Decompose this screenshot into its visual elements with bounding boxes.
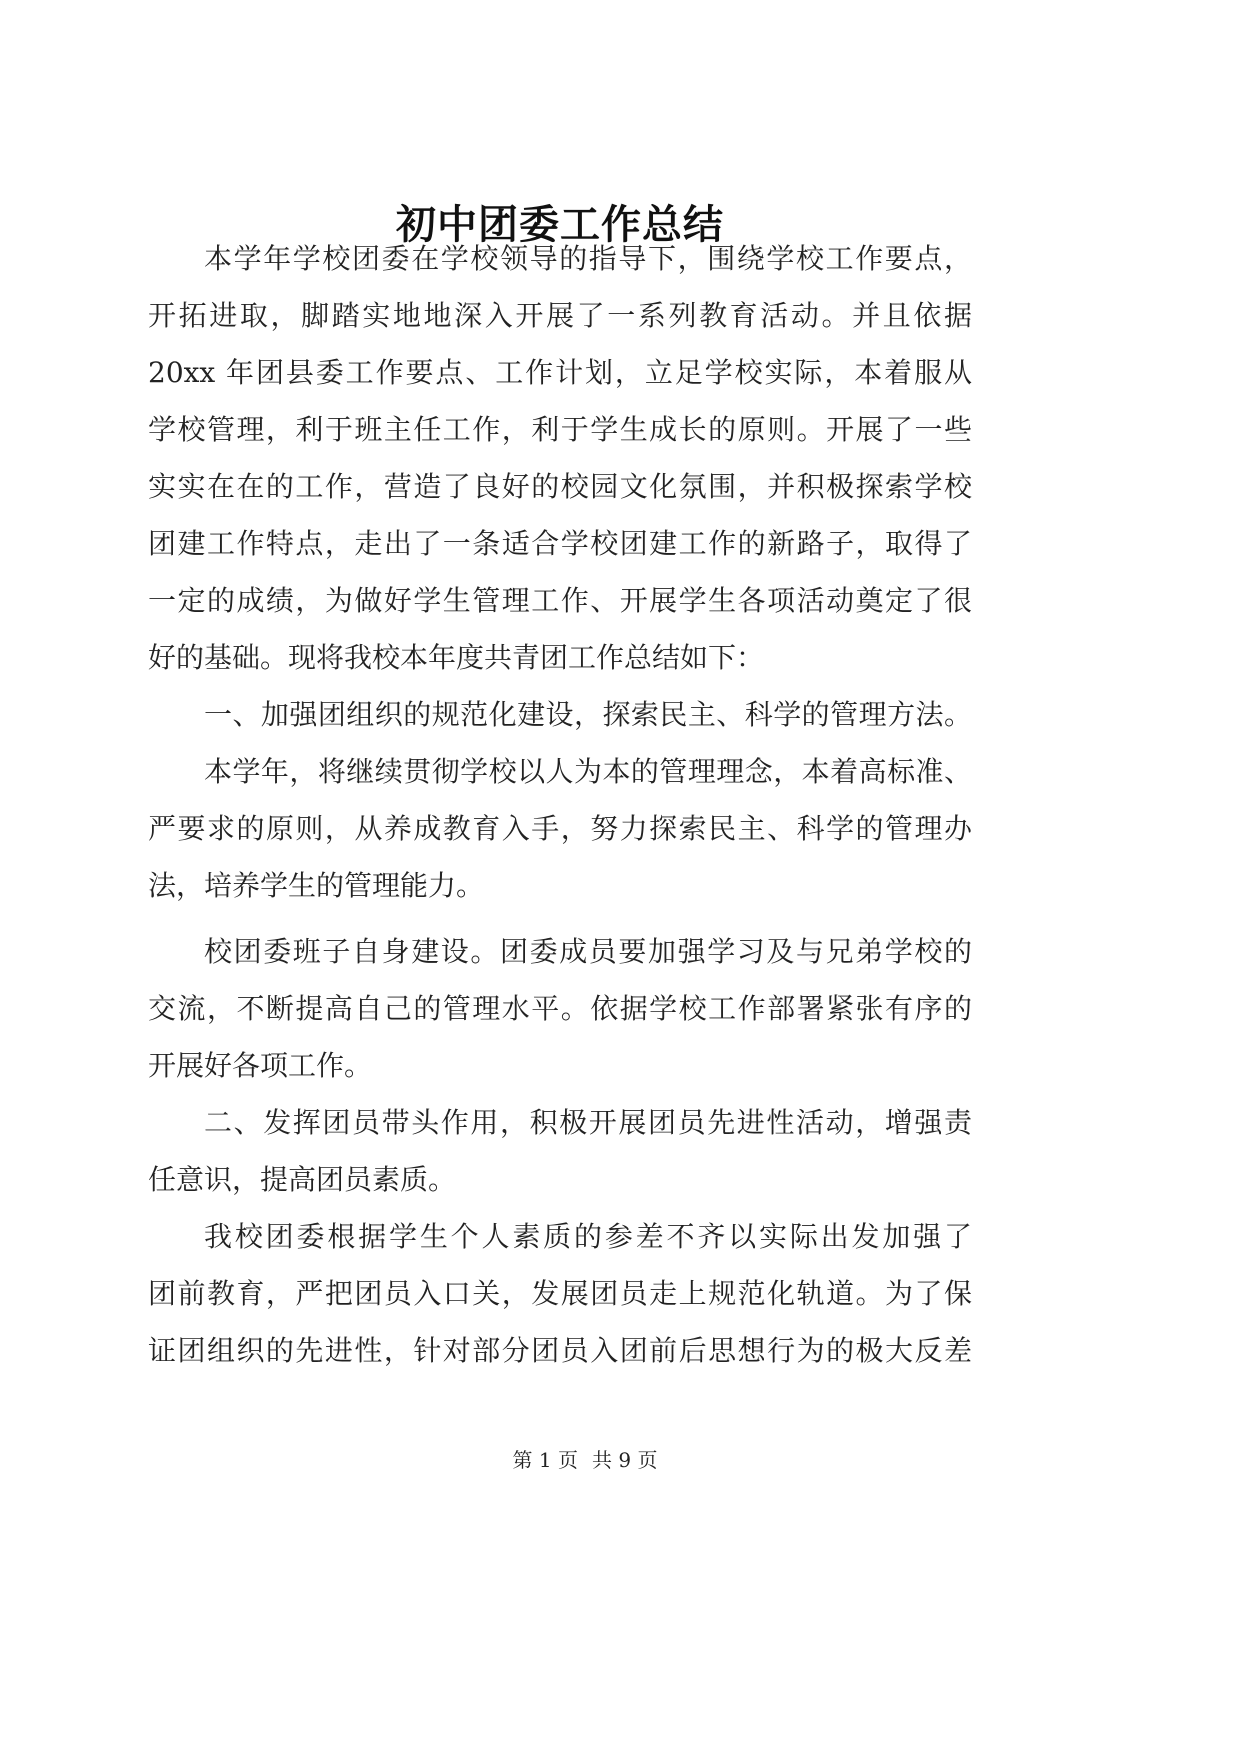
section-heading-two: [148, 1094, 972, 1208]
committee-paragraph: [148, 923, 972, 1094]
management-paragraph: [148, 743, 972, 914]
text-line: 学校管理，利于班主任工作，利于学生成长的原则。开展了一些: [148, 413, 972, 446]
section-heading-line: 二、发挥团员带头作用，积极开展团员先进性活动，增强责: [204, 1106, 972, 1139]
text-line: 20xx 年团县委工作要点、工作计划，立足学校实际，本着服从: [148, 356, 972, 389]
text-line: 法，培养学生的管理能力。: [148, 869, 485, 902]
total-pages-label: 共 9 页: [592, 1448, 658, 1472]
text-line: 好的基础。现将我校本年度共青团工作总结如下：: [148, 641, 765, 674]
intro-paragraph: [148, 230, 972, 686]
text-line: 校团委班子自身建设。团委成员要加强学习及与兄弟学校的: [204, 935, 972, 968]
text-line: 严要求的原则，从养成教育入手，努力探索民主、科学的管理办: [148, 812, 972, 845]
text-line: 团前教育，严把团员入口关，发展团员走上规范化轨道。为了保: [148, 1277, 972, 1310]
text-line: 一定的成绩，为做好学生管理工作、开展学生各项活动奠定了很: [148, 584, 972, 617]
section-heading-line: 任意识，提高团员素质。: [148, 1163, 457, 1196]
current-page-label: 第 1 页: [512, 1448, 578, 1472]
text-line: 团建工作特点，走出了一条适合学校团建工作的新路子，取得了: [148, 527, 972, 560]
text-line: 本学年，将继续贯彻学校以人为本的管理理念，本着高标准、: [204, 755, 972, 788]
text-line: 开展好各项工作。: [148, 1049, 373, 1082]
text-line: 证团组织的先进性，针对部分团员入团前后思想行为的极大反差: [148, 1334, 972, 1367]
text-line: 我校团委根据学生个人素质的参差不齐以实际出发加强了: [204, 1220, 972, 1253]
section-heading-line: 一、加强团组织的规范化建设，探索民主、科学的管理方法。: [204, 698, 972, 731]
text-line: 实实在在的工作，营造了良好的校园文化氛围，并积极探索学校: [148, 470, 972, 503]
text-line: 交流，不断提高自己的管理水平。依据学校工作部署紧张有序的: [148, 992, 972, 1025]
section-heading-one: [148, 686, 972, 743]
page-footer: [460, 1446, 710, 1474]
text-line: 本学年学校团委在学校领导的指导下，围绕学校工作要点，: [204, 242, 972, 275]
text-line: 开拓进取，脚踏实地地深入开展了一系列教育活动。并且依据: [148, 299, 972, 332]
document-title: 初中团委工作总结: [396, 201, 724, 248]
document-body: [148, 230, 972, 1379]
education-paragraph: [148, 1208, 972, 1379]
